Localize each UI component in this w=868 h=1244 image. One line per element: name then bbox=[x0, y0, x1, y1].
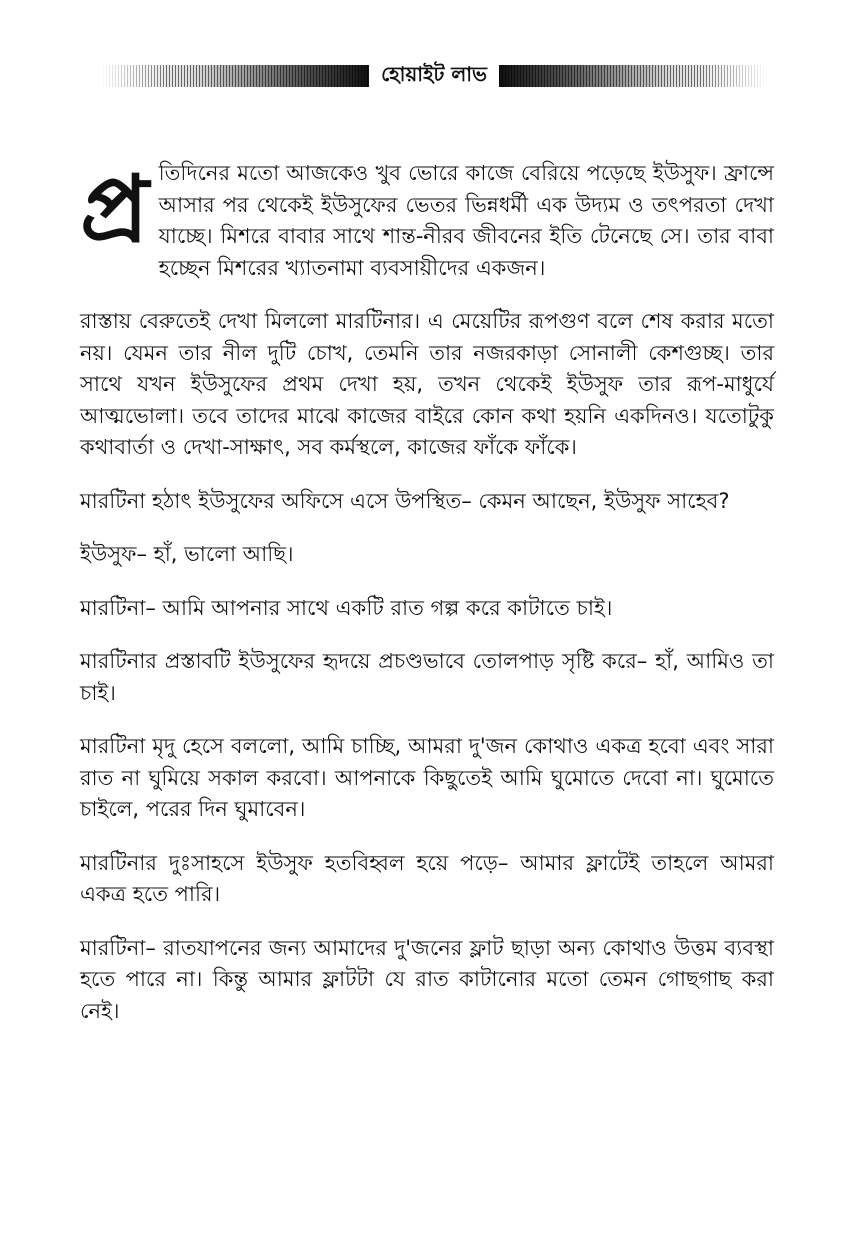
header-ornament-right bbox=[499, 65, 768, 87]
paragraph-5: মারটিনা– আমি আপনার সাথে একটি রাত গল্প করে কাটাতে চাই। bbox=[80, 595, 613, 620]
paragraph-text: তিদিনের মতো আজকেও খুব ভোরে কাজে বেরিয়ে পড়েছে ইউসুফ। ফ্রান্সে আসার পর থেকেই ইউসুফের ভেতর ভিন্নধর্মী এক উদ্যম ও তৎপরতা দেখা যাচ্ছে। মিশরে বাবার সাথে শান্ত-নীরব জীবনের ইতি টেনেছে সে। তার বাবা হচ্ছেন মিশরের খ্যাতনামা ব্যবসায়ীদের একজন। bbox=[158, 161, 774, 280]
paragraph-1 bbox=[80, 158, 774, 284]
paragraph-2: রাস্তায় বেরুতেই দেখা মিললো মারটিনার। এ মেয়েটির রূপগুণ বলে শেষ করার মতো নয়। যেমন তার নীল দুটি চোখ, তেমনি তার নজরকাড়া সোনালী কেশগুচ্ছ। তার সাথে যখন ইউসুফের প্রথম দেখা হয়, তখন থেকেই ইউসুফ তার রূপ-মাধুর্যে আত্মভোলা। তবে তাদের মাঝে কাজের বাইরে কোন কথা হয়নি একদিনও। যতোটুকু কথাবার্তা ও দেখা-সাক্ষাৎ, সব কর্মস্থলে, কাজের ফাঁকে ফাঁকে। bbox=[80, 309, 774, 459]
paragraph-7: মারটিনা মৃদু হেসে বললো, আমি চাচ্ছি, আমরা দু'জন কোথাও একত্র হবো এবং সারা রাত না ঘুমিয়ে সকাল করবো। আপনাকে কিছুতেই আমি ঘুমোতে দেবো না। ঘুমোতে চাইলে, পরের দিন ঘুমাবেন। bbox=[80, 734, 774, 821]
paragraph-3: মারটিনা হঠাৎ ইউসুফের অফিসে এসে উপস্থিত– কেমন আছেন, ইউসুফ সাহেব? bbox=[80, 488, 730, 513]
header-title: হোয়াইট লাভ bbox=[369, 60, 499, 93]
paragraph-4: ইউসুফ– হাঁ, ভালো আছি। bbox=[80, 542, 294, 566]
paragraph-6: মারটিনার প্রস্তাবটি ইউসুফের হৃদয়ে প্রচণ্ডভাবে তোলপাড় সৃষ্টি করে– হাঁ, আমিও তা চাই। bbox=[80, 649, 774, 705]
header-ornament-left bbox=[100, 65, 369, 87]
paragraph-9: মারটিনা– রাতযাপনের জন্য আমাদের দু'জনের ফ্লাট ছাড়া অন্য কোথাও উত্তম ব্যবস্থা হতে পারে না। কিন্তু আমার ফ্লাটটা যে রাত কাটানোর মতো তেমন গোছগাছ করা নেই। bbox=[80, 935, 774, 1023]
paragraph-8: মারটিনার দুঃসাহসে ইউসুফ হতবিহ্বল হয়ে পড়ে– আমার ফ্লাটেই তাহলে আমরা একত্র হতে পারি। bbox=[80, 850, 774, 906]
page-body bbox=[80, 158, 774, 1049]
running-header bbox=[100, 58, 768, 94]
drop-cap: প্র bbox=[80, 156, 149, 263]
